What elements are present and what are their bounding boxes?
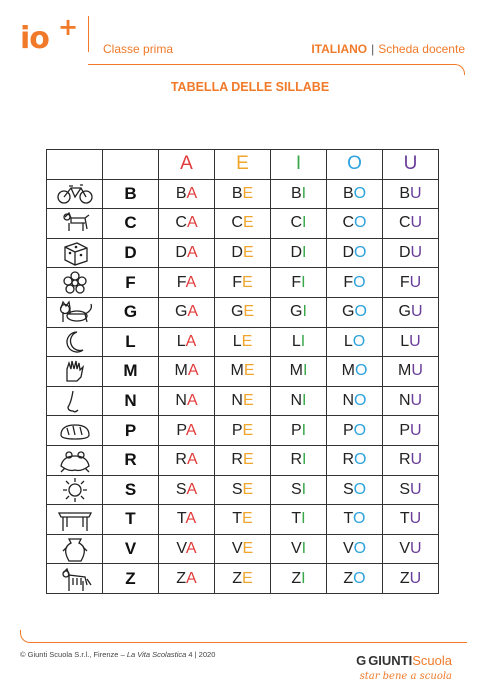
- frog-icon: [47, 446, 102, 474]
- syllable-consonant: L: [343, 332, 353, 350]
- syllable-cell: [327, 209, 383, 239]
- syllable-vowel: E: [242, 214, 254, 232]
- syllable-cell: [327, 505, 383, 535]
- syllable-vowel: O: [354, 362, 368, 380]
- header-row: [47, 150, 439, 180]
- syllable-vowel: U: [409, 273, 422, 291]
- syllable-vowel: A: [186, 480, 198, 498]
- syllable-consonant: G: [398, 303, 411, 321]
- syllable-consonant: V: [399, 540, 411, 558]
- syllable-vowel: U: [410, 244, 423, 262]
- vowel-header-e: E: [215, 150, 271, 180]
- syllable-cell: [327, 564, 383, 594]
- picture-cell: [47, 386, 103, 416]
- magazine-name: La Vita Scolastica: [126, 650, 187, 659]
- syllable-consonant: G: [174, 303, 188, 321]
- syllable-vowel: E: [242, 510, 253, 528]
- syllable-cell: [159, 357, 215, 387]
- syllable-vowel: E: [243, 362, 255, 380]
- syllable-cell: [271, 297, 327, 327]
- syllable-cell: [159, 445, 215, 475]
- picture-cell: [47, 209, 103, 239]
- syllable-cell: [215, 209, 271, 239]
- syllable-cell: [271, 564, 327, 594]
- syllable-cell: [215, 416, 271, 446]
- syllable-consonant: P: [399, 421, 411, 439]
- syllable-cell: [383, 564, 439, 594]
- syllable-vowel: I: [301, 510, 306, 528]
- consonant-cell: R: [103, 445, 159, 475]
- syllable-vowel: O: [354, 392, 367, 410]
- syllable-consonant: L: [232, 332, 242, 350]
- tagline: star bene a scuola: [359, 671, 452, 682]
- syllable-vowel: I: [301, 569, 306, 587]
- syllable-consonant: F: [399, 273, 410, 291]
- syllable-vowel: O: [352, 332, 366, 350]
- syllable-vowel: O: [353, 273, 366, 291]
- picture-cell: [47, 268, 103, 298]
- header-divider: [88, 16, 89, 52]
- consonant-cell: T: [103, 505, 159, 535]
- syllable-vowel: I: [302, 214, 307, 232]
- syllable-consonant: T: [176, 510, 186, 528]
- syllable-vowel: A: [186, 184, 198, 202]
- syllable-vowel: U: [410, 451, 423, 469]
- syllable-vowel: I: [302, 451, 307, 469]
- syllable-vowel: A: [185, 540, 197, 558]
- syllable-cell: [271, 327, 327, 357]
- syllable-cell: [215, 564, 271, 594]
- syllable-cell: [383, 209, 439, 239]
- syllable-consonant: T: [343, 510, 354, 528]
- syllable-consonant: Z: [176, 569, 187, 587]
- syllable-consonant: V: [176, 540, 186, 558]
- syllable-consonant: D: [231, 244, 243, 262]
- syllable-vowel: U: [410, 184, 422, 202]
- brand-giunti: GIUNTI: [368, 653, 413, 668]
- syllable-consonant: D: [175, 244, 187, 262]
- syllable-cell: [327, 179, 383, 209]
- syllable-consonant: Z: [399, 569, 410, 587]
- picture-cell: [47, 327, 103, 357]
- syllable-row: [47, 475, 439, 505]
- syllable-consonant: D: [398, 244, 411, 262]
- syllable-consonant: Z: [232, 569, 243, 587]
- sun-icon: [47, 476, 102, 504]
- syllable-vowel: O: [354, 303, 367, 321]
- picture-cell: [47, 445, 103, 475]
- syllable-vowel: E: [242, 421, 254, 439]
- syllable-consonant: Z: [343, 569, 354, 587]
- syllable-vowel: I: [302, 362, 308, 380]
- subject-name: ITALIANO: [311, 42, 368, 56]
- consonant-cell: F: [103, 268, 159, 298]
- syllable-consonant: B: [231, 184, 243, 202]
- syllable-cell: [159, 386, 215, 416]
- picture-cell: [47, 416, 103, 446]
- syllable-consonant: T: [291, 510, 302, 528]
- subject-separator: |: [371, 42, 375, 56]
- syllable-consonant: R: [342, 451, 355, 469]
- syllable-cell: [383, 505, 439, 535]
- syllable-vowel: A: [187, 303, 199, 321]
- consonant-cell: N: [103, 386, 159, 416]
- consonant-cell: V: [103, 534, 159, 564]
- syllable-cell: [215, 475, 271, 505]
- syllable-cell: [159, 534, 215, 564]
- syllable-cell: [327, 445, 383, 475]
- syllable-cell: [159, 238, 215, 268]
- syllable-consonant: D: [290, 244, 303, 262]
- syllable-consonant: V: [290, 540, 302, 558]
- syllable-consonant: T: [399, 510, 410, 528]
- syllable-consonant: P: [231, 421, 243, 439]
- syllable-consonant: S: [231, 480, 243, 498]
- syllable-cell: [327, 268, 383, 298]
- consonant-cell: B: [103, 179, 159, 209]
- moon-icon: [47, 328, 102, 356]
- syllable-cell: [271, 534, 327, 564]
- copyright-a: © Giunti Scuola S.r.l., Firenze –: [20, 650, 127, 659]
- syllable-vowel: I: [301, 540, 307, 558]
- syllable-vowel: I: [301, 184, 307, 202]
- syllable-cell: [383, 357, 439, 387]
- picture-cell: [47, 179, 103, 209]
- syllable-vowel: E: [242, 184, 254, 202]
- syllable-row: [47, 327, 439, 357]
- syllable-cell: [383, 475, 439, 505]
- syllable-cell: [159, 297, 215, 327]
- syllable-consonant: R: [290, 451, 303, 469]
- syllable-vowel: I: [300, 332, 306, 350]
- syllable-cell: [271, 505, 327, 535]
- syllable-cell: [159, 416, 215, 446]
- zebra-icon: [47, 565, 102, 593]
- syllable-cell: [327, 327, 383, 357]
- dice-icon: [47, 239, 102, 267]
- picture-cell: [47, 564, 103, 594]
- syllable-consonant: M: [230, 362, 244, 380]
- syllable-cell: [327, 416, 383, 446]
- syllable-row: [47, 357, 439, 387]
- picture-cell: [47, 475, 103, 505]
- syllable-vowel: A: [185, 273, 197, 291]
- syllable-consonant: V: [342, 540, 354, 558]
- syllable-cell: [215, 445, 271, 475]
- syllable-vowel: U: [410, 480, 422, 498]
- syllable-consonant: F: [176, 273, 186, 291]
- syllable-cell: [271, 238, 327, 268]
- syllable-cell: [215, 357, 271, 387]
- syllable-row: [47, 416, 439, 446]
- syllable-cell: [271, 416, 327, 446]
- syllable-consonant: T: [232, 510, 243, 528]
- picture-cell: [47, 505, 103, 535]
- class-label: Classe prima: [103, 42, 174, 56]
- syllable-vowel: A: [186, 569, 197, 587]
- syllable-cell: [383, 238, 439, 268]
- logo-plus: +: [58, 13, 78, 41]
- vowel-header-o: O: [327, 150, 383, 180]
- page-title: TABELLA DELLE SILLABE: [170, 80, 330, 94]
- vowel-header-a: A: [159, 150, 215, 180]
- syllable-vowel: U: [411, 362, 423, 380]
- syllable-vowel: I: [301, 421, 307, 439]
- syllable-vowel: U: [410, 392, 423, 410]
- syllable-vowel: I: [302, 392, 307, 410]
- syllable-cell: [215, 297, 271, 327]
- syllable-vowel: U: [410, 540, 422, 558]
- syllable-cell: [383, 386, 439, 416]
- syllable-cell: [215, 534, 271, 564]
- syllable-consonant: M: [341, 362, 355, 380]
- syllable-cell: [271, 179, 327, 209]
- syllable-consonant: P: [342, 421, 354, 439]
- syllable-consonant: S: [399, 480, 411, 498]
- syllable-vowel: O: [353, 540, 367, 558]
- syllable-consonant: B: [290, 184, 302, 202]
- syllable-cell: [215, 327, 271, 357]
- subject-label: [311, 42, 465, 56]
- syllable-vowel: O: [353, 569, 366, 587]
- syllable-row: [47, 209, 439, 239]
- syllable-consonant: B: [342, 184, 354, 202]
- syllable-consonant: P: [290, 421, 302, 439]
- logo-text: io: [20, 21, 49, 56]
- syllable-consonant: G: [230, 303, 244, 321]
- syllable-cell: [383, 534, 439, 564]
- header-rule: [88, 64, 465, 75]
- syllable-vowel: I: [302, 244, 307, 262]
- syllable-consonant: S: [175, 480, 187, 498]
- doc-type: Scheda docente: [378, 42, 465, 56]
- consonant-cell: Z: [103, 564, 159, 594]
- syllable-cell: [271, 357, 327, 387]
- consonant-cell: L: [103, 327, 159, 357]
- syllable-cell: [383, 445, 439, 475]
- syllable-cell: [383, 179, 439, 209]
- syllable-cell: [327, 534, 383, 564]
- syllable-consonant: D: [342, 244, 355, 262]
- syllable-consonant: R: [398, 451, 411, 469]
- syllable-vowel: O: [354, 244, 367, 262]
- syllable-consonant: M: [174, 362, 188, 380]
- syllable-vowel: U: [410, 214, 423, 232]
- syllable-consonant: F: [343, 273, 354, 291]
- syllable-vowel: U: [409, 510, 422, 528]
- syllable-cell: [383, 327, 439, 357]
- syllable-cell: [159, 268, 215, 298]
- syllable-row: [47, 297, 439, 327]
- syllable-vowel: U: [410, 421, 422, 439]
- syllable-vowel: E: [242, 392, 254, 410]
- syllable-vowel: A: [185, 421, 197, 439]
- syllable-vowel: E: [242, 273, 253, 291]
- syllable-consonant: G: [290, 303, 303, 321]
- syllable-vowel: O: [353, 421, 367, 439]
- syllable-row: [47, 564, 439, 594]
- syllable-vowel: O: [354, 214, 367, 232]
- brand-scuola: Scuola: [412, 653, 452, 668]
- syllable-vowel: O: [353, 480, 367, 498]
- syllable-vowel: A: [186, 244, 198, 262]
- footer-rule: [20, 630, 467, 643]
- consonant-cell: M: [103, 357, 159, 387]
- bicycle-icon: [47, 180, 102, 208]
- syllable-vowel: E: [242, 569, 253, 587]
- consonant-cell: C: [103, 209, 159, 239]
- syllable-consonant: V: [231, 540, 243, 558]
- syllable-vowel: A: [187, 362, 199, 380]
- syllable-consonant: F: [232, 273, 243, 291]
- syllable-vowel: E: [241, 332, 253, 350]
- syllable-consonant: C: [175, 214, 187, 232]
- syllable-consonant: Z: [291, 569, 302, 587]
- syllable-cell: [383, 416, 439, 446]
- syllable-cell: [327, 238, 383, 268]
- syllable-cell: [159, 475, 215, 505]
- syllable-consonant: M: [289, 362, 303, 380]
- syllable-row: [47, 238, 439, 268]
- syllable-cell: [215, 238, 271, 268]
- syllable-vowel: I: [301, 480, 307, 498]
- syllable-consonant: N: [342, 392, 355, 410]
- syllable-cell: [159, 327, 215, 357]
- syllable-row: [47, 386, 439, 416]
- syllable-cell: [327, 357, 383, 387]
- syllable-consonant: P: [176, 421, 186, 439]
- syllable-vowel: U: [410, 303, 423, 321]
- syllable-consonant: C: [231, 214, 243, 232]
- syllable-vowel: A: [185, 332, 197, 350]
- hand-icon: [47, 357, 102, 385]
- syllable-row: [47, 268, 439, 298]
- io-plus-logo: [20, 13, 78, 56]
- bread-icon: [47, 417, 102, 445]
- syllable-row: [47, 534, 439, 564]
- syllable-vowel: A: [186, 214, 198, 232]
- g-logo-icon: G: [356, 653, 367, 668]
- syllable-cell: [327, 297, 383, 327]
- syllable-cell: [159, 209, 215, 239]
- syllable-consonant: C: [398, 214, 411, 232]
- picture-cell: [47, 534, 103, 564]
- syllable-consonant: G: [342, 303, 355, 321]
- consonant-cell: D: [103, 238, 159, 268]
- syllable-cell: [271, 445, 327, 475]
- syllable-vowel: U: [409, 569, 422, 587]
- syllable-vowel: E: [242, 451, 254, 469]
- syllable-consonant: S: [290, 480, 302, 498]
- syllable-consonant: N: [175, 392, 187, 410]
- nose-icon: [47, 387, 102, 415]
- vowel-header-i: I: [271, 150, 327, 180]
- copyright-b: 4 | 2020: [186, 650, 216, 659]
- syllable-cell: [215, 179, 271, 209]
- syllable-consonant: N: [290, 392, 303, 410]
- syllable-cell: [271, 386, 327, 416]
- syllable-consonant: C: [290, 214, 303, 232]
- syllable-vowel: U: [409, 332, 421, 350]
- syllable-vowel: E: [242, 244, 254, 262]
- syllable-vowel: A: [186, 392, 198, 410]
- table-icon: [47, 505, 102, 533]
- syllable-vowel: E: [242, 540, 254, 558]
- syllable-consonant: M: [398, 362, 412, 380]
- syllable-consonant: L: [176, 332, 186, 350]
- syllable-cell: [215, 386, 271, 416]
- syllable-consonant: L: [291, 332, 301, 350]
- syllable-vowel: A: [186, 451, 198, 469]
- consonant-cell: P: [103, 416, 159, 446]
- syllable-cell: [383, 268, 439, 298]
- syllable-vowel: A: [185, 510, 197, 528]
- syllable-row: [47, 179, 439, 209]
- syllable-consonant: R: [231, 451, 243, 469]
- syllable-vowel: E: [242, 480, 254, 498]
- syllable-cell: [271, 475, 327, 505]
- syllable-cell: [159, 564, 215, 594]
- empty-corner-cell: [47, 150, 103, 180]
- syllable-consonant: C: [342, 214, 355, 232]
- syllable-vowel: I: [302, 303, 307, 321]
- vase-icon: [47, 535, 102, 563]
- syllable-vowel: O: [353, 510, 366, 528]
- syllable-cell: [159, 179, 215, 209]
- consonant-cell: S: [103, 475, 159, 505]
- syllable-cell: [327, 386, 383, 416]
- syllable-consonant: F: [291, 273, 302, 291]
- picture-cell: [47, 297, 103, 327]
- picture-cell: [47, 357, 103, 387]
- syllable-row: [47, 505, 439, 535]
- syllable-table: [46, 149, 439, 594]
- consonant-cell: G: [103, 297, 159, 327]
- syllable-consonant: B: [399, 184, 411, 202]
- syllable-consonant: R: [175, 451, 187, 469]
- syllable-consonant: N: [398, 392, 411, 410]
- syllable-cell: [327, 475, 383, 505]
- flower-icon: [47, 269, 102, 297]
- syllable-cell: [271, 209, 327, 239]
- cat-icon: [47, 298, 102, 326]
- syllable-row: [47, 445, 439, 475]
- syllable-vowel: E: [243, 303, 255, 321]
- dog-icon: [47, 209, 102, 237]
- syllable-cell: [271, 268, 327, 298]
- picture-cell: [47, 238, 103, 268]
- syllable-consonant: B: [175, 184, 187, 202]
- syllable-consonant: L: [400, 332, 410, 350]
- empty-consonant-header: [103, 150, 159, 180]
- syllable-cell: [383, 297, 439, 327]
- giunti-scuola-logo: [356, 653, 452, 668]
- syllable-cell: [215, 268, 271, 298]
- syllable-cell: [159, 505, 215, 535]
- syllable-consonant: N: [231, 392, 243, 410]
- syllable-cell: [215, 505, 271, 535]
- syllable-consonant: S: [342, 480, 354, 498]
- syllable-vowel: O: [353, 184, 367, 202]
- syllable-vowel: O: [354, 451, 367, 469]
- copyright: [20, 650, 215, 659]
- vowel-header-u: U: [383, 150, 439, 180]
- syllable-vowel: I: [301, 273, 306, 291]
